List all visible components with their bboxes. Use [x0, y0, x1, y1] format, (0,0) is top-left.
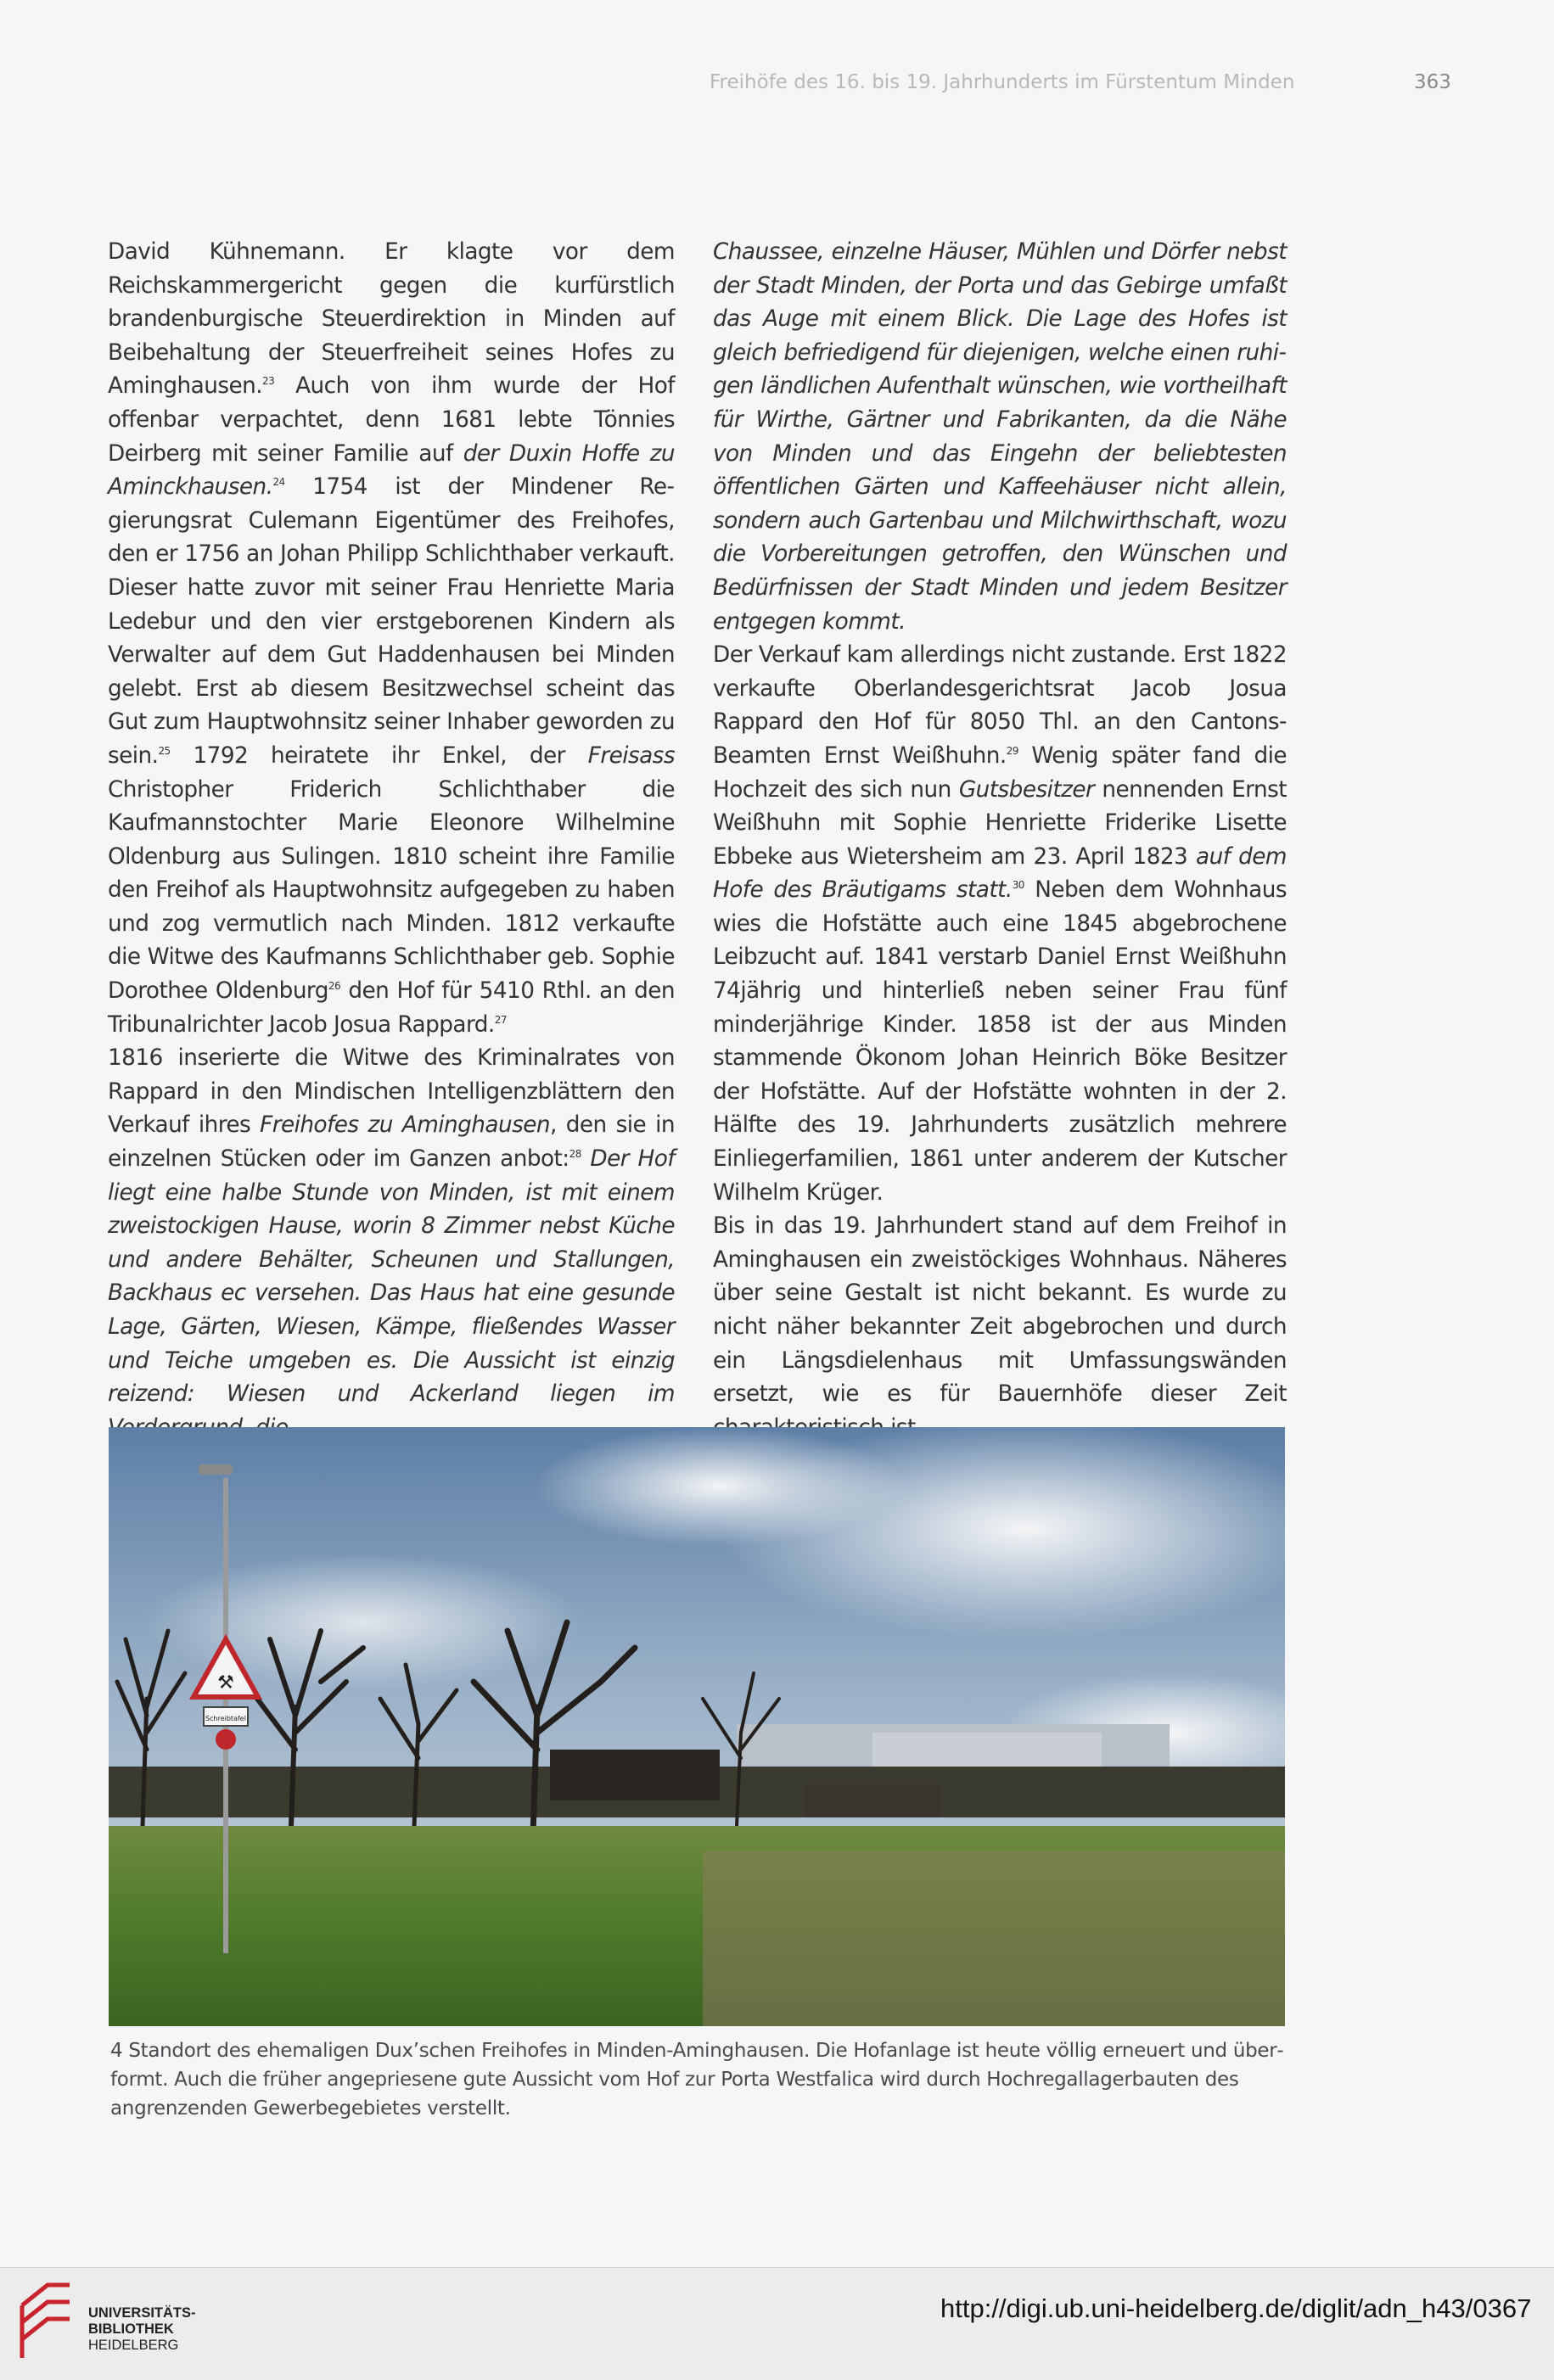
body-text: nennenden Ernst Weißhuhn mit Sophie Henriette Friderike Lisette Ebbeke aus Wietersheim am 23. April 1823 — [713, 776, 1287, 870]
italic-text: Gutsbesitzer — [958, 776, 1095, 803]
body-text: 1754 ist der Mindener Regierungsrat Culemann Eigentümer des Freihofes, den er 1756 an Johan Philipp Schlichthaber verkauft. Dieser hatte zuvor mit seiner Frau Henriette Maria Ledebur und den vier erstgeborenen Kindern als Verwalter auf dem Gut Haddenhausen bei Minden gelebt. Erst ab diesem Besitzwechsel scheint das Gut zum Hauptwohnsitz seiner Inhaber geworden zu sein. — [108, 474, 675, 769]
library-logo — [15, 2280, 76, 2365]
source-url-link[interactable]: http://digi.ub.uni-heidelberg.de/diglit/adn_h43/0367 — [940, 2293, 1532, 2323]
svg-text:⚒: ⚒ — [217, 1672, 234, 1694]
footnote-ref: 29 — [1006, 744, 1018, 757]
paragraph — [713, 639, 1287, 1210]
page-number: 363 — [1414, 71, 1451, 93]
body-text: den Hof für 5410 Rthl. an den Tribunalrichter Jacob Josua Rappard. — [108, 978, 675, 1038]
body-text: Neben dem Wohnhaus wies die Hofstätte auch eine 1845 abgebrochene Leibzucht auf. 1841 verstarb Daniel Ernst Weißhuhn 74jährig und hinterließ neben seiner Frau fünf minderjährige Kinder. 1858 ist der aus Minden stammende Ökonom Johan Heinrich Böke Besitzer der Hofstätte. Auf der Hofstätte wohnten in der 2. Hälfte des 19. Jahrhunderts zusätzlich mehrere Einliegerfamilien, 1861 unter anderem der Kutscher Wilhelm Krüger. — [713, 877, 1287, 1206]
body-text: 1816 inserierte die Witwe des Kriminalrates von Rappard in den Mindischen Intelligenzblättern den Verkauf ihres — [108, 1045, 675, 1139]
footnote-ref: 30 — [1012, 879, 1024, 892]
body-text: Auch von ihm wurde der Hof offenbar verpachtet, denn 1681 lebte Tönnies Deirberg mit seiner Familie auf — [108, 373, 675, 467]
body-text: David Kühnemann. Er klagte vor dem Reichskammergericht gegen die kurfürstlich brandenburgische Steuerdirektion in Minden auf Beibehaltung der Steuerfreiheit seines Hofes zu Aminghausen. — [108, 239, 675, 400]
italic-text: Der Hof liegt eine halbe Stunde von Minden, ist mit einem zweistockigen Hause, worin 8 Zimmer nebst Küche und andere Behälter, Scheunen und Stallungen, Backhaus ec versehen. Das Haus hat eine gesunde Lage, Gärten, Wiesen, Kämpe, fließendes Wasser und Teiche umgeben es. Die Aussicht ist einzig reizend: Wiesen und Ackerland liegen im — [108, 1146, 676, 1408]
italic-text: Freisass — [587, 742, 675, 769]
body-text: Der Verkauf kam allerdings nicht zustande. Erst 1822 verkaufte Oberlandesgerichtsrat Jacob Josua Rappard den Hof für 8050 Thl. an den Cantons-Beamten Ernst Weißhuhn. — [713, 642, 1287, 769]
footnote-ref: 26 — [328, 980, 341, 993]
right-text-column — [713, 236, 1287, 1445]
body-text — [581, 1146, 591, 1172]
paragraph — [713, 1210, 1287, 1445]
italic-text: der Duxin Hoffe zu Aminckhausen. — [108, 440, 675, 501]
paragraph — [108, 1042, 675, 1445]
footnote-ref: 24 — [272, 476, 285, 489]
dry-grass — [703, 1851, 1285, 2026]
running-title: Freihöfe des 16. bis 19. Jahrhunderts im Fürstentum Minden — [710, 71, 1295, 93]
footnote-ref: 28 — [569, 1148, 581, 1161]
cloud — [533, 1427, 906, 1546]
running-header — [0, 71, 1554, 105]
landscape-photo — [109, 1427, 1285, 2026]
figure-photo — [109, 1427, 1285, 2026]
body-text: 1792 heiratete ihr Enkel, der — [170, 742, 588, 769]
left-text-column — [108, 236, 675, 1445]
body-text: , den sie in einzelnen Stücken oder im Ganzen anbot: — [108, 1112, 675, 1173]
body-text: Christopher Friderich Schlichthaber die Kaufmannstochter Marie Eleonore Wilhelmine Oldenburg aus Sulingen. 1810 scheint ihre Familie den Freihof als Hauptwohnsitz aufgegeben zu haben und zog vermutlich nach Minden. 1812 verkaufte die Witwe des Kaufmanns Schlichthaber geb. Sophie Dorothee Oldenburg — [108, 776, 675, 1005]
paragraph — [108, 236, 675, 1042]
italic-text: Freihofes zu Aminghausen — [260, 1112, 550, 1139]
body-text: Bis in das 19. Jahrhundert stand auf dem Freihof in Aminghausen ein zweistöckiges Wohnhaus. Näheres über seine Gestalt ist nicht bekannt. Es wurde zu nicht näher bekannter Zeit abgebrochen und durch ein Längsdielenhaus mit Umfassungswänden ersetzt, wie es für Bauernhöfe dieser Zeit — [713, 1213, 1287, 1408]
sign-text: Schreibtafel — [205, 1715, 246, 1722]
footnote-ref: 23 — [262, 375, 275, 388]
body-text: Wenig später fand die Hochzeit des sich nun — [713, 742, 1288, 803]
footer-bar — [0, 2267, 1554, 2380]
italic-text: auf dem Hofe des Bräutigams statt. — [713, 843, 1287, 904]
italic-text: Chaussee, einzelne Häuser, Mühlen und Dörfer nebst der Stadt Minden, der Porta und das Gebirge umfaßt das Auge mit einem Blick. Die Lage des Hofes ist gleich befriedigend für diejenigen, welche einen ruhigen ländlichen Aufenthalt wünschen, wie vortheilhaft für Wirthe, Gärtner und Fabrikanten, da die Nähe von Minden und das Eingehn der beliebtesten öffentlichen Gärten und Kaffeehäuser nicht allein, sondern auch Gartenbau und Milchwirthschaft, wozu die Vorbereitungen getroffen, den Wünschen und Bedürfnissen der Stadt Minden und jedem Besitzer entgegen kommt. — [713, 239, 1287, 635]
paragraph — [713, 236, 1287, 639]
institution-name: UNIVERSITÄTS- BIBLIOTHEK HEIDELBERG — [88, 2305, 196, 2353]
footnote-ref: 27 — [494, 1013, 507, 1026]
footnote-ref: 25 — [158, 744, 171, 757]
figure-caption: 4 Standort des ehemaligen Dux’schen Freihofes in Minden-Aminghausen. Die Hofanlage ist heute völlig erneuert und überformt. Auch die früher angepriesene gute Aussicht vom Hof zur Porta Westfalica wird durch Hochregallagerbauten des angrenzenden Gewerbegebietes verstellt. — [110, 2040, 1284, 2120]
